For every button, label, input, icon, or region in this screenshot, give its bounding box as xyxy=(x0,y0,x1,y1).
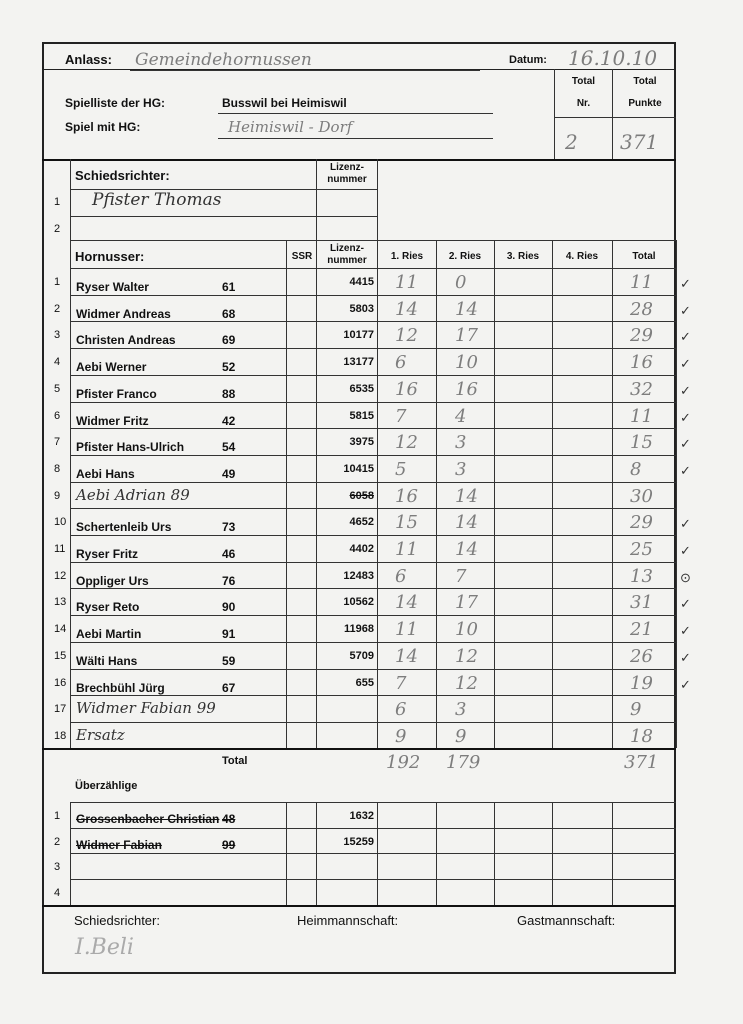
datum-label: Datum: xyxy=(509,54,547,66)
player-ries2[interactable]: 12 xyxy=(455,672,478,694)
footer-referee-signature[interactable]: I.Beli xyxy=(75,935,134,960)
player-ries1[interactable]: 15 xyxy=(395,512,418,534)
row-divider xyxy=(70,375,676,376)
player-row-no: 18 xyxy=(54,729,67,742)
player-license: 5709 xyxy=(349,649,374,662)
column-divider xyxy=(436,240,437,748)
player-ries1[interactable]: 11 xyxy=(395,272,418,293)
footer-referee-label: Schiedsrichter: xyxy=(74,913,160,928)
player-ries2[interactable]: 10 xyxy=(455,352,478,374)
total-punkte-label: Total Punkte xyxy=(628,76,662,109)
player-row-no: 1 xyxy=(54,276,61,288)
player-ries1[interactable]: 12 xyxy=(395,432,418,454)
player-ries1[interactable]: 7 xyxy=(395,405,407,427)
row-divider xyxy=(70,588,676,589)
player-total[interactable]: 13 xyxy=(630,565,653,587)
column-divider xyxy=(286,240,287,748)
total-r2[interactable]: 179 xyxy=(446,752,481,773)
player-ries2[interactable]: 3 xyxy=(455,432,467,454)
row-divider xyxy=(70,455,676,456)
player-license: 13177 xyxy=(343,356,374,369)
player-ries2[interactable]: 17 xyxy=(455,592,478,614)
player-total[interactable]: 11 xyxy=(630,405,653,427)
player-ries2[interactable]: 16 xyxy=(455,378,478,400)
column-divider xyxy=(316,802,317,905)
player-check-mark: ✓ xyxy=(680,676,691,692)
player-license: 11968 xyxy=(344,623,374,636)
player-total[interactable]: 16 xyxy=(630,352,653,374)
column-divider xyxy=(70,240,71,748)
spielliste-value: Busswil bei Heimiswil xyxy=(222,96,347,110)
player-ries1[interactable]: 16 xyxy=(395,485,418,507)
player-row-no: 7 xyxy=(54,436,61,449)
surplus-year: 48 xyxy=(222,812,236,826)
column-divider xyxy=(70,159,71,248)
player-year: 76 xyxy=(222,573,236,588)
row-divider xyxy=(70,535,676,536)
player-license: 4652 xyxy=(349,516,374,529)
footer-home-label: Heimmannschaft: xyxy=(297,913,399,928)
player-check-mark: ✓ xyxy=(680,382,691,398)
player-name: Wälti Hans xyxy=(76,653,138,668)
player-license: 3975 xyxy=(349,436,374,449)
player-name[interactable]: Aebi Adrian 89 xyxy=(76,485,190,504)
player-ries1[interactable]: 14 xyxy=(395,298,418,320)
total-punkte-value[interactable]: 371 xyxy=(620,130,659,154)
spiel-mit-value[interactable]: Heimiswil - Dorf xyxy=(228,118,353,136)
row-divider xyxy=(70,295,676,296)
player-check-mark: ✓ xyxy=(680,623,691,639)
player-check-mark: ✓ xyxy=(680,409,691,425)
player-license: 4415 xyxy=(349,276,374,288)
player-year: 46 xyxy=(222,547,236,561)
player-row-no: 9 xyxy=(54,489,61,502)
row-divider xyxy=(70,508,676,509)
ssr-heading: SSR xyxy=(291,251,313,262)
player-license: 5803 xyxy=(349,302,374,315)
row-divider xyxy=(70,642,676,643)
total-label: Total xyxy=(222,755,248,767)
anlass-value[interactable]: Gemeindehornussen xyxy=(135,50,312,70)
referee-license-heading: Lizenz- nummer xyxy=(327,162,367,185)
player-ries2[interactable]: 3 xyxy=(455,699,467,721)
column-divider xyxy=(377,802,378,905)
column-divider xyxy=(70,802,71,905)
player-row-no: 4 xyxy=(54,356,61,369)
row-divider xyxy=(70,695,676,696)
player-name: Oppliger Urs xyxy=(76,573,149,588)
surplus-license: 15259 xyxy=(343,835,374,848)
player-total[interactable]: 18 xyxy=(630,725,653,747)
anlass-label: Anlass: xyxy=(65,52,112,67)
row-divider xyxy=(70,615,676,616)
footer-guest-label: Gastmannschaft: xyxy=(517,913,616,928)
player-ries1[interactable]: 7 xyxy=(395,672,407,694)
player-ries2[interactable]: 12 xyxy=(455,645,478,667)
player-name: Schertenleib Urs xyxy=(76,520,172,535)
player-name[interactable]: Widmer Fabian 99 xyxy=(76,699,216,718)
surplus-row-no: 2 xyxy=(54,835,61,848)
player-ries1[interactable]: 14 xyxy=(395,592,418,614)
player-name: Widmer Andreas xyxy=(76,306,171,321)
total-heading: Total xyxy=(632,251,656,262)
player-year: 67 xyxy=(222,680,236,695)
referee-name[interactable]: Pfister Thomas xyxy=(92,190,222,210)
player-ries2[interactable]: 4 xyxy=(455,405,467,427)
player-ries2[interactable]: 14 xyxy=(455,298,478,320)
player-name: Pfister Franco xyxy=(76,386,157,401)
ries2-heading: 2. Ries xyxy=(448,251,482,262)
player-name: Aebi Werner xyxy=(76,360,147,375)
player-license: 12483 xyxy=(343,569,374,582)
spiel-mit-label: Spiel mit HG: xyxy=(65,120,141,134)
column-divider xyxy=(494,802,495,905)
player-license-heading: Lizenz- nummer xyxy=(327,243,367,266)
referee-row-no: 2 xyxy=(54,223,61,235)
player-check-mark: ✓ xyxy=(680,276,691,291)
player-total[interactable]: 26 xyxy=(630,645,653,667)
player-total[interactable]: 29 xyxy=(630,512,653,534)
total-nr-value[interactable]: 2 xyxy=(565,130,578,154)
player-row-no: 3 xyxy=(54,329,61,342)
player-license: 655 xyxy=(355,676,374,689)
player-name: Aebi Hans xyxy=(76,466,135,481)
player-total[interactable]: 9 xyxy=(630,699,642,721)
player-total[interactable]: 30 xyxy=(630,485,653,507)
player-license: 10415 xyxy=(343,462,374,475)
column-divider xyxy=(286,802,287,905)
player-ries2[interactable]: 3 xyxy=(455,458,467,480)
row-divider xyxy=(70,669,676,670)
player-ries1[interactable]: 6 xyxy=(395,565,407,587)
player-check-mark: ✓ xyxy=(680,436,691,452)
player-ries2[interactable]: 9 xyxy=(455,725,467,747)
player-year: 42 xyxy=(222,413,236,428)
player-total[interactable]: 8 xyxy=(630,458,642,480)
player-ries2[interactable]: 10 xyxy=(455,619,478,641)
player-total[interactable]: 19 xyxy=(630,672,653,694)
player-check-mark: ✓ xyxy=(680,596,691,612)
row-divider xyxy=(70,879,676,880)
player-name: Pfister Hans-Ulrich xyxy=(76,440,185,455)
player-total[interactable]: 15 xyxy=(630,432,653,454)
player-ries1[interactable]: 12 xyxy=(395,325,418,347)
surplus-row-no: 4 xyxy=(54,887,61,900)
player-ries1[interactable]: 9 xyxy=(395,725,407,747)
player-check-mark: ✓ xyxy=(680,302,691,318)
player-license: 4402 xyxy=(349,543,374,555)
player-ries1[interactable]: 5 xyxy=(395,458,407,480)
player-year: 54 xyxy=(222,440,236,455)
player-ries1[interactable]: 11 xyxy=(395,539,418,560)
player-license: 10562 xyxy=(343,596,374,609)
player-ries2[interactable]: 7 xyxy=(455,565,467,587)
player-row-no: 16 xyxy=(54,676,67,689)
ries4-heading: 4. Ries xyxy=(565,251,599,262)
column-divider xyxy=(612,802,613,905)
player-check-mark: ⊙ xyxy=(680,569,691,585)
row-divider xyxy=(70,722,676,723)
column-divider xyxy=(552,802,553,905)
player-ries2[interactable]: 14 xyxy=(455,539,478,560)
player-year: 90 xyxy=(222,600,236,615)
player-check-mark: ✓ xyxy=(680,356,691,372)
player-license: 10177 xyxy=(343,329,374,342)
player-name: Brechbühl Jürg xyxy=(76,680,165,695)
player-ries1[interactable]: 14 xyxy=(395,645,418,667)
surplus-name: Grossenbacher Christian xyxy=(76,812,220,826)
player-license: 6058 xyxy=(349,489,374,502)
player-row-no: 15 xyxy=(54,649,67,662)
total-r1[interactable]: 192 xyxy=(386,752,421,773)
player-year: 49 xyxy=(222,466,236,481)
player-year: 91 xyxy=(222,627,236,642)
referee-row-no: 1 xyxy=(54,196,61,208)
player-row-no: 5 xyxy=(54,382,61,395)
player-name: Ryser Fritz xyxy=(76,547,139,561)
column-divider xyxy=(377,240,378,748)
player-row-no: 13 xyxy=(54,596,67,609)
player-ries2[interactable]: 14 xyxy=(455,512,478,534)
player-name: Ryser Reto xyxy=(76,600,140,615)
player-year: 88 xyxy=(222,386,236,401)
player-name: Ryser Walter xyxy=(76,280,149,294)
player-check-mark: ✓ xyxy=(680,649,691,665)
row-divider xyxy=(70,853,676,854)
player-check-mark: ✓ xyxy=(680,462,691,478)
player-total[interactable]: 21 xyxy=(630,619,653,641)
surplus-year: 99 xyxy=(222,837,236,852)
player-year: 69 xyxy=(222,333,236,348)
player-total[interactable]: 32 xyxy=(630,378,653,400)
player-ries2[interactable]: 17 xyxy=(455,325,478,347)
surplus-license: 1632 xyxy=(349,810,374,822)
player-ries1[interactable]: 16 xyxy=(395,378,418,400)
ries1-heading: 1. Ries xyxy=(390,251,424,262)
player-row-no: 2 xyxy=(54,302,61,315)
player-check-mark: ✓ xyxy=(680,543,691,558)
player-name: Aebi Martin xyxy=(76,627,142,642)
player-row-no: 14 xyxy=(54,623,67,636)
player-ries1[interactable]: 6 xyxy=(395,352,407,374)
player-total[interactable]: 11 xyxy=(630,272,653,293)
column-divider xyxy=(612,240,613,748)
player-name: Widmer Fritz xyxy=(76,413,149,428)
surplus-heading: Überzählige xyxy=(75,780,138,792)
spielliste-label: Spielliste der HG: xyxy=(65,96,166,110)
player-row-no: 8 xyxy=(54,462,61,475)
total-sum[interactable]: 371 xyxy=(624,752,659,773)
player-year: 61 xyxy=(222,280,236,294)
player-year: 68 xyxy=(222,306,236,321)
column-divider xyxy=(552,240,553,748)
player-total[interactable]: 28 xyxy=(630,298,653,320)
player-total[interactable]: 31 xyxy=(630,592,653,614)
player-ries2[interactable]: 0 xyxy=(455,272,467,293)
row-divider xyxy=(70,348,676,349)
column-divider xyxy=(316,240,317,748)
row-divider xyxy=(70,562,676,563)
player-total[interactable]: 29 xyxy=(630,325,653,347)
players-heading: Hornusser: xyxy=(75,249,145,264)
player-row-no: 12 xyxy=(54,569,67,582)
row-divider xyxy=(70,321,676,322)
player-ries1[interactable]: 11 xyxy=(395,619,418,641)
player-check-mark: ✓ xyxy=(680,516,691,532)
datum-value[interactable]: 16.10.10 xyxy=(568,46,658,70)
column-divider xyxy=(436,802,437,905)
referee-heading: Schiedsrichter: xyxy=(75,168,170,183)
player-name: Christen Andreas xyxy=(76,333,176,348)
row-divider xyxy=(70,428,676,429)
row-divider xyxy=(70,402,676,403)
row-divider xyxy=(70,828,676,829)
ries3-heading: 3. Ries xyxy=(506,251,540,262)
surplus-row-no: 1 xyxy=(54,810,61,822)
player-ries1[interactable]: 6 xyxy=(395,699,407,721)
column-divider xyxy=(494,240,495,748)
player-row-no: 6 xyxy=(54,409,61,422)
player-row-no: 10 xyxy=(54,516,67,529)
surplus-name: Widmer Fabian xyxy=(76,837,162,852)
player-license: 6535 xyxy=(349,382,374,395)
total-nr-label: Total Nr. xyxy=(571,76,596,109)
player-license: 5815 xyxy=(349,409,374,422)
player-check-mark: ✓ xyxy=(680,329,691,345)
player-name[interactable]: Ersatz xyxy=(76,725,125,744)
row-divider xyxy=(70,482,676,483)
player-ries2[interactable]: 14 xyxy=(455,485,478,507)
player-total[interactable]: 25 xyxy=(630,539,653,560)
player-year: 52 xyxy=(222,360,236,375)
player-year: 59 xyxy=(222,653,236,668)
player-year: 73 xyxy=(222,520,236,535)
player-row-no: 11 xyxy=(54,543,66,555)
surplus-row-no: 3 xyxy=(54,861,61,874)
player-row-no: 17 xyxy=(54,703,67,716)
column-divider xyxy=(676,240,677,748)
